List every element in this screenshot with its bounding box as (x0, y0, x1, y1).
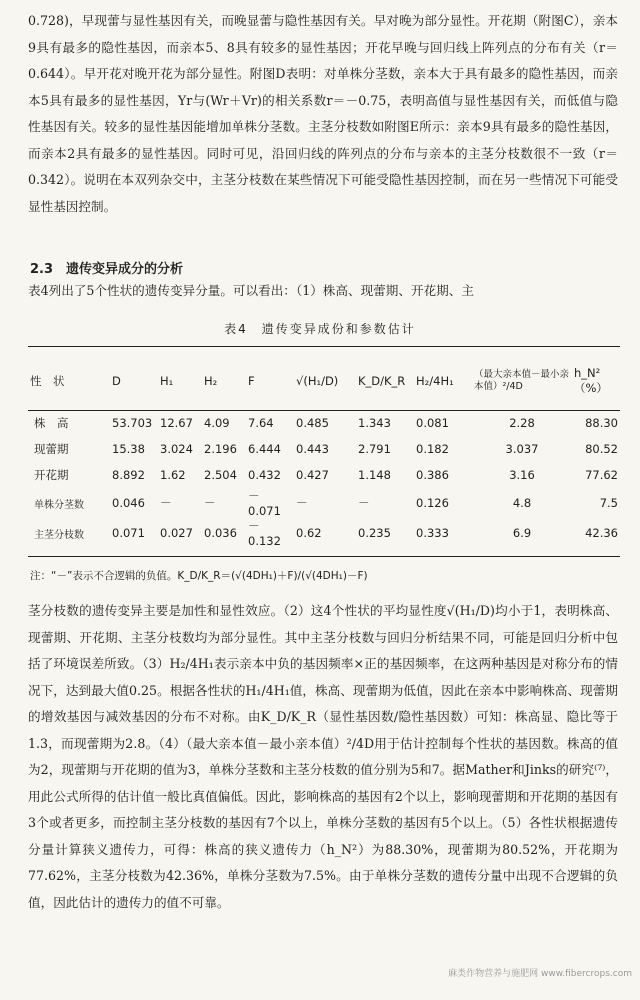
cell: 6.9 (512, 526, 532, 540)
cell: 42.36 (585, 526, 618, 540)
cell: 2.28 (509, 416, 535, 430)
paragraph-table-intro: 表4列出了5个性状的遗传变异分量。可以看出：（1）株高、现蕾期、开花期、主 (28, 283, 474, 298)
cell: 1.343 (358, 416, 391, 430)
cell: 2.196 (204, 442, 237, 456)
cell: 1.148 (358, 468, 391, 482)
cell: 0.071 (112, 526, 145, 540)
table-row (28, 410, 620, 436)
cell: 0.036 (204, 526, 237, 540)
cell: 3.024 (160, 442, 193, 456)
header-sqrt-h1-d: √(H₁/D) (296, 374, 339, 388)
table-bottom-rule (28, 556, 620, 557)
cell: 4.09 (204, 416, 230, 430)
table-row (28, 488, 620, 518)
table-row (28, 462, 620, 488)
cell: 88.30 (585, 416, 618, 430)
header-kd-kr: K_D/K_R (358, 374, 406, 388)
cell: 开花期 (34, 468, 69, 482)
watermark: 麻类作物营养与施肥网 www.fibercrops.com (448, 969, 632, 979)
cell: 77.62 (585, 468, 618, 482)
table-row (28, 436, 620, 462)
header-trait: 性 状 (30, 374, 65, 388)
cell: 12.67 (160, 416, 193, 430)
cell: 0.485 (296, 416, 329, 430)
cell: 80.52 (585, 442, 618, 456)
cell: 单株分茎数 (34, 499, 84, 511)
section-heading: 2.3 遗传变异成分的分析 (30, 262, 184, 277)
table-top-rule (28, 346, 620, 347)
header-h2-4h1: H₂/4H₁ (416, 374, 454, 388)
cell: 0.62 (296, 526, 322, 540)
table-note: 注：“－”表示不合逻辑的负值。K_D/K_R＝(√(4DH₁)＋F)/(√(4DH₁)－F) (30, 570, 368, 582)
table-caption: 表4 遗传变异成份和参数估计 (224, 322, 416, 336)
header-heritability: h_N²（%） (574, 366, 608, 395)
cell: 0.432 (248, 468, 281, 482)
table-header-row (28, 352, 620, 410)
header-d: D (112, 374, 121, 388)
cell: 8.892 (112, 468, 145, 482)
cell: 0.333 (416, 526, 449, 540)
cell: － (296, 496, 308, 510)
cell: 现蕾期 (34, 442, 69, 456)
cell: 1.62 (160, 468, 186, 482)
cell: 15.38 (112, 442, 145, 456)
cell: 主茎分枝数 (34, 529, 84, 541)
cell: －0.132 (248, 519, 281, 548)
cell: 2.791 (358, 442, 391, 456)
paragraph-discussion: 茎分枝数的遗传变异主要是加性和显性效应。（2）这4个性状的平均显性度√(H₁/D)均小于1，表明株高、现蕾期、开花期、主茎分枝数均为部分显性。其中主茎分枝数与回归分析结果不同，可能是回归分析中包括了环境误差所致。（3）H₂/4H₁表示亲本中负的基因频率×正的基因频率，在这两种基因是对称分布的情况下，达到最大值0.25。根据各性状的H₁/4H₁值，株高、现蕾期为低值，因此在亲本中影响株高、现蕾期的增效基因与减效基因的分布不对称。由K_D/K_R（显性基因数/隐性基因数）可知：株高显、隐比等于1.3，而现蕾期为2.8。（4）（最大亲本值－最小亲本值）²/4D用于估计控制每个性状的基因数。株高的值为2，现蕾期与开花期的值为3，单株分茎数和主茎分枝数的值分别为5和7。据Mather和Jinks的研究⁽⁷⁾，用此公式所得的估计值一般比真值偏低。因此，影响株高的基因有2个以上，影响现蕾期和开花期的基因有3个或者更多，而控制主茎分枝数的基因有7个以上，单株分茎数的基因有5个以上。（5）各性状根据遗传分量计算狭义遗传力，可得：株高的狭义遗传力（h_N²）为88.30%，现蕾期为80.52%，开花期为77.62%，主茎分枝数为42.36%，单株分茎数为7.5%。由于单株分茎数的遗传分量中出现不合逻辑的负值，因此估计的遗传力的值不可靠。 (28, 603, 618, 910)
cell: 3.16 (509, 468, 535, 482)
cell: 0.046 (112, 496, 145, 510)
cell: 0.126 (416, 496, 449, 510)
cell: 0.081 (416, 416, 449, 430)
paragraph-intro: 0.728)，早现蕾与显性基因有关，而晚显蕾与隐性基因有关。早对晚为部分显性。开花期（附图C），亲本9具有最多的隐性基因，而亲本5、8具有较多的显性基因；开花早晚与回归线上阵列点的分布有关（r＝0.644）。早开花对晚开花为部分显性。附图D表明：对单株分茎数，亲本大于具有最多的隐性基因，而亲本5具有最多的显性基因，Yr与(Wr＋Vr)的相关系数r＝－0.75，表明高值与显性基因有关，而低值与隐性基因有关。较多的显性基因能增加单株分茎数。主茎分枝数如附图E所示：亲本9具有最多的隐性基因，而亲本2具有最多的显性基因。同时可见，沿回归线的阵列点的分布与亲本的主茎分枝数很不一致（r＝0.342）。说明在本双列杂交中，主茎分枝数在某些情况下可能受隐性基因控制，而在另一些情况下可能受显性基因控制。 (28, 13, 618, 214)
cell: 0.235 (358, 526, 391, 540)
cell: 53.703 (112, 416, 153, 430)
table-header-rule (28, 410, 620, 411)
cell: － (358, 496, 370, 510)
cell: 4.8 (512, 496, 532, 510)
cell: 0.427 (296, 468, 329, 482)
cell: － (160, 496, 172, 510)
table-row (28, 518, 620, 548)
cell: －0.071 (248, 489, 281, 518)
header-h1: H₁ (160, 374, 174, 388)
cell: 株 高 (34, 416, 69, 430)
header-f: F (248, 374, 255, 388)
cell: 6.444 (248, 442, 281, 456)
cell: 0.386 (416, 468, 449, 482)
cell: 2.504 (204, 468, 237, 482)
cell: 0.182 (416, 442, 449, 456)
header-h2: H₂ (204, 374, 218, 388)
cell: － (204, 496, 216, 510)
cell: 7.64 (248, 416, 274, 430)
cell: 7.5 (599, 496, 618, 510)
header-parent-range: （最大亲本值－最小亲本值）²/4D (474, 369, 570, 392)
cell: 0.027 (160, 526, 193, 540)
genetic-variance-table (28, 352, 620, 548)
cell: 3.037 (505, 442, 539, 456)
cell: 0.443 (296, 442, 329, 456)
